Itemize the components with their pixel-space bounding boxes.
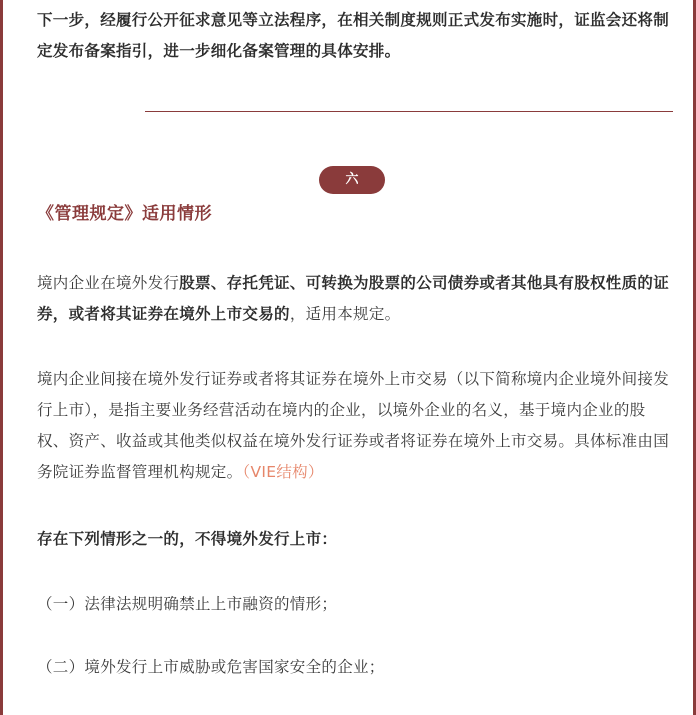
section-number-badge: 六 [319,166,385,194]
indirect-listing-paragraph [37,364,671,488]
section-title: 《管理规定》适用情形 [37,204,212,224]
scope-paragraph [37,268,671,330]
intro-paragraph: 下一步，经履行公开征求意见等立法程序，在相关制度规则正式发布实施时，证监会还将制定发布备案指引，进一步细化备案管理的具体安排。 [37,11,670,60]
list-item: （一）法律法规明确禁止上市融资的情形； [37,595,338,613]
indirect-listing-text: 境内企业间接在境外发行证券或者将其证券在境外上市交易（以下简称境内企业境外间接发行上市），是指主要业务经营活动在境内的企业，以境外企业的名义，基于境内企业的股权、资产、收益或其他类似权益在境外发行证券或者将证券在境外上市交易。具体标准由国务院证券监督管理机构规定。 [37,370,670,481]
section-divider [145,111,673,112]
list-item: （二）境外发行上市威胁或危害国家安全的企业； [37,658,385,676]
prohibition-heading: 存在下列情形之一的，不得境外发行上市： [37,530,338,548]
scope-text-tail: ，适用本规定。 [289,305,401,323]
scope-text-bold: 股票、存托凭证、可转换为股票的公司债券或者其他具有股权性质的证券，或者将其证券在境外上市交易的 [37,274,670,323]
vie-structure-note: （VIE结构） [242,463,324,481]
scope-text-lead: 境内企业在境外发行 [37,274,180,292]
